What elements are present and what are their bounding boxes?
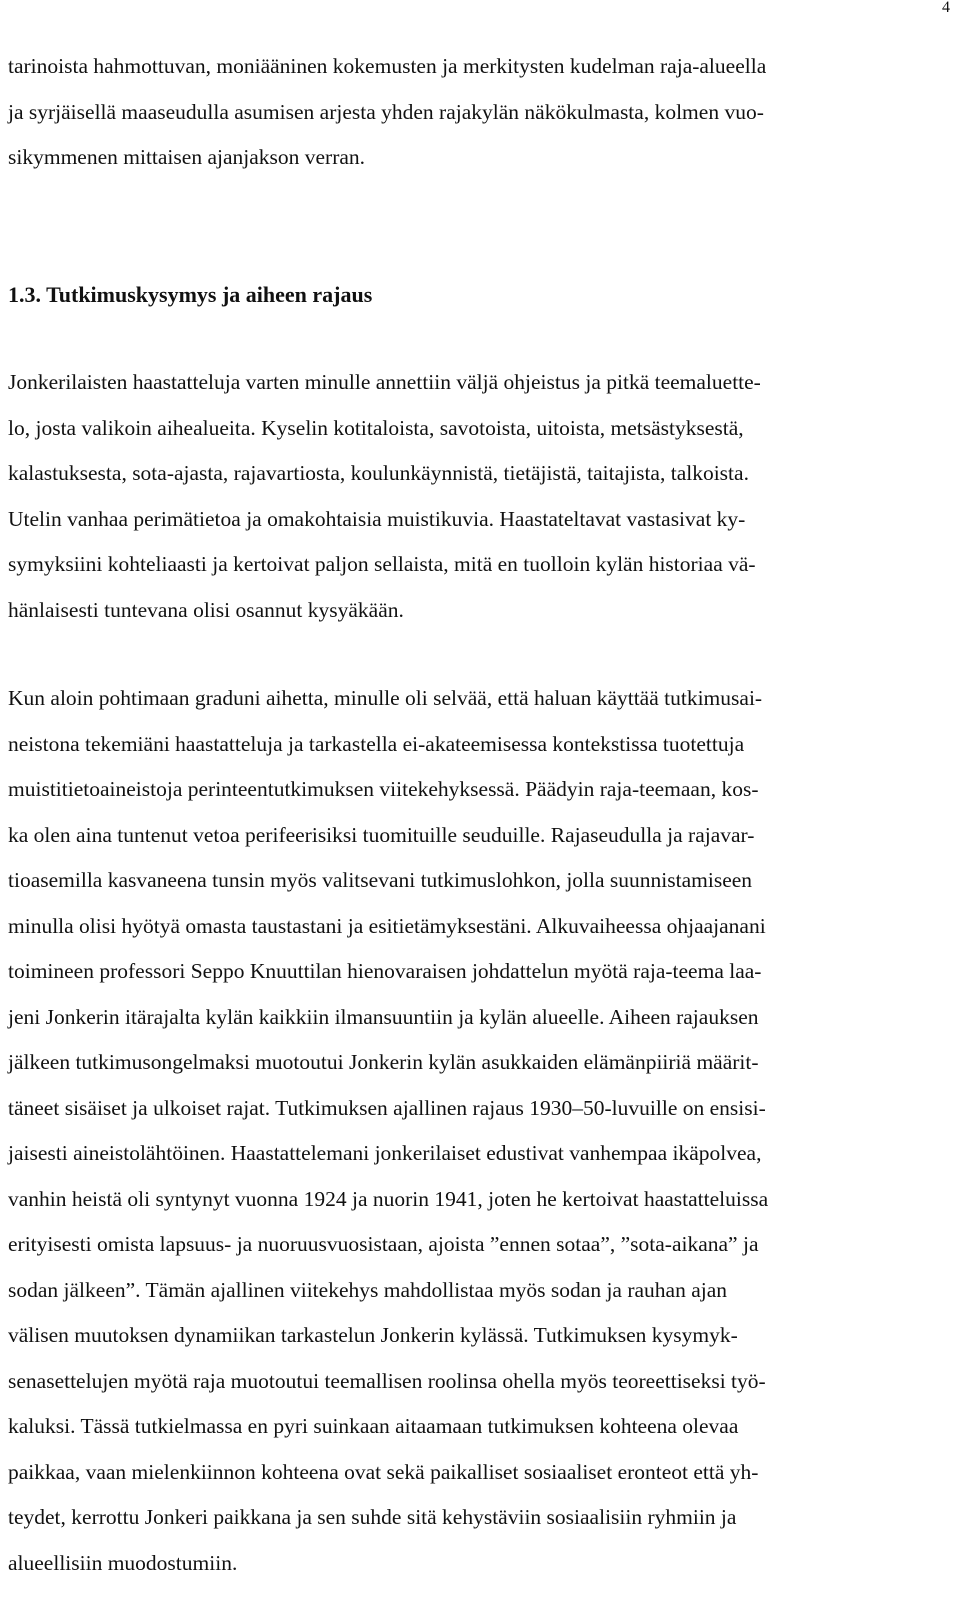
text-line: kalastuksesta, sota-ajasta, rajavartiosta, koulunkäynnistä, tietäjistä, taitajista, talkoista.	[8, 461, 749, 485]
paragraph-interview-topics	[8, 360, 953, 633]
intro-paragraph	[8, 44, 953, 181]
text-line: minulla olisi hyötyä omasta taustastani ja esitietämyksestäni. Alkuvaiheessa ohjaajanani	[8, 913, 766, 938]
text-line: vanhin heistä oli syntynyt vuonna 1924 ja nuorin 1941, joten he kertoivat haastatteluissa	[8, 1186, 769, 1211]
text-line: hänlaisesti tuntevana olisi osannut kysyäkään.	[8, 597, 404, 622]
text-line: välisen muutoksen dynamiikan tarkastelun Jonkerin kylässä. Tutkimuksen kysymyk-	[8, 1323, 738, 1347]
section-heading: 1.3. Tutkimuskysymys ja aiheen rajaus	[8, 282, 373, 307]
text-line: tarinoista hahmottuvan, moniääninen kokemusten ja merkitysten kudelman raja-alueella	[8, 54, 767, 78]
text-line: täneet sisäiset ja ulkoiset rajat. Tutkimuksen ajallinen rajaus 1930–50-luvuille on ensisi-	[8, 1095, 766, 1120]
text-line: toimineen professori Seppo Knuuttilan hienovaraisen johdattelun myötä raja-teema laa-	[8, 959, 762, 983]
text-line: jälkeen tutkimusongelmaksi muotoutui Jonkerin kylän asukkaiden elämänpiiriä määrit-	[8, 1050, 759, 1074]
paragraph-research-scope	[8, 676, 953, 1586]
text-line: jaisesti aineistolähtöinen. Haastattelemani jonkerilaiset edustivat vanhempaa ikäpolvea,	[8, 1141, 762, 1165]
text-line: ja syrjäisellä maaseudulla asumisen arjesta yhden rajakylän näkökulmasta, kolmen vuo-	[8, 99, 764, 124]
text-line: erityisesti omista lapsuus- ja nuoruusvuosistaan, ajoista ”ennen sotaa”, ”sota-aikana” ja	[8, 1232, 759, 1256]
text-line: kaluksi. Tässä tutkielmassa en pyri suinkaan aitaamaan tutkimuksen kohteena olevaa	[8, 1414, 739, 1438]
page-number: 4	[942, 0, 950, 16]
text-line: paikkaa, vaan mielenkiinnon kohteena ovat sekä paikalliset sosiaaliset eronteot että yh-	[8, 1459, 759, 1484]
text-line: teydet, kerrottu Jonkeri paikkana ja sen suhde sitä kehystäviin sosiaalisiin ryhmiin ja	[8, 1505, 737, 1529]
text-line: jeni Jonkerin itärajalta kylän kaikkiin ilmansuuntiin ja kylän alueelle. Aiheen rajauksen	[8, 1004, 759, 1029]
text-line: Kun aloin pohtimaan graduni aihetta, minulle oli selvää, että haluan käyttää tutkimusai-	[8, 686, 763, 710]
text-line: neistona tekemiäni haastatteluja ja tarkastella ei-akateemisessa kontekstissa tuotettuja	[8, 731, 745, 756]
text-line: sikymmenen mittaisen ajanjakson verran.	[8, 145, 366, 169]
text-line: senasettelujen myötä raja muotoutui teemallisen roolinsa ohella myös teoreettiseksi työ-	[8, 1368, 766, 1393]
text-line: lo, josta valikoin aihealueita. Kyselin kotitaloista, savotoista, uitoista, metsästyksestä,	[8, 415, 744, 440]
text-line: ka olen aina tuntenut vetoa perifeerisiksi tuomituille seuduille. Rajaseudulla ja rajavar-	[8, 822, 755, 847]
text-line: muistitietoaineistoja perinteentutkimuksen viitekehyksessä. Päädyin raja-teemaan, kos-	[8, 777, 759, 801]
text-line: tioasemilla kasvaneena tunsin myös valitsevani tutkimuslohkon, jolla suunnistamiseen	[8, 868, 753, 892]
text-line: Jonkerilaisten haastatteluja varten minulle annettiin väljä ohjeistus ja pitkä teemaluette-	[8, 370, 761, 394]
text-line: alueellisiin muodostumiin.	[8, 1550, 238, 1575]
text-line: Utelin vanhaa perimätietoa ja omakohtaisia muistikuvia. Haastateltavat vastasivat ky-	[8, 506, 746, 531]
text-line: sodan jälkeen”. Tämän ajallinen viitekehys mahdollistaa myös sodan ja rauhan ajan	[8, 1277, 728, 1302]
text-line: symyksiini kohteliaasti ja kertoivat paljon sellaista, mitä en tuolloin kylän historiaa vä-	[8, 552, 756, 576]
